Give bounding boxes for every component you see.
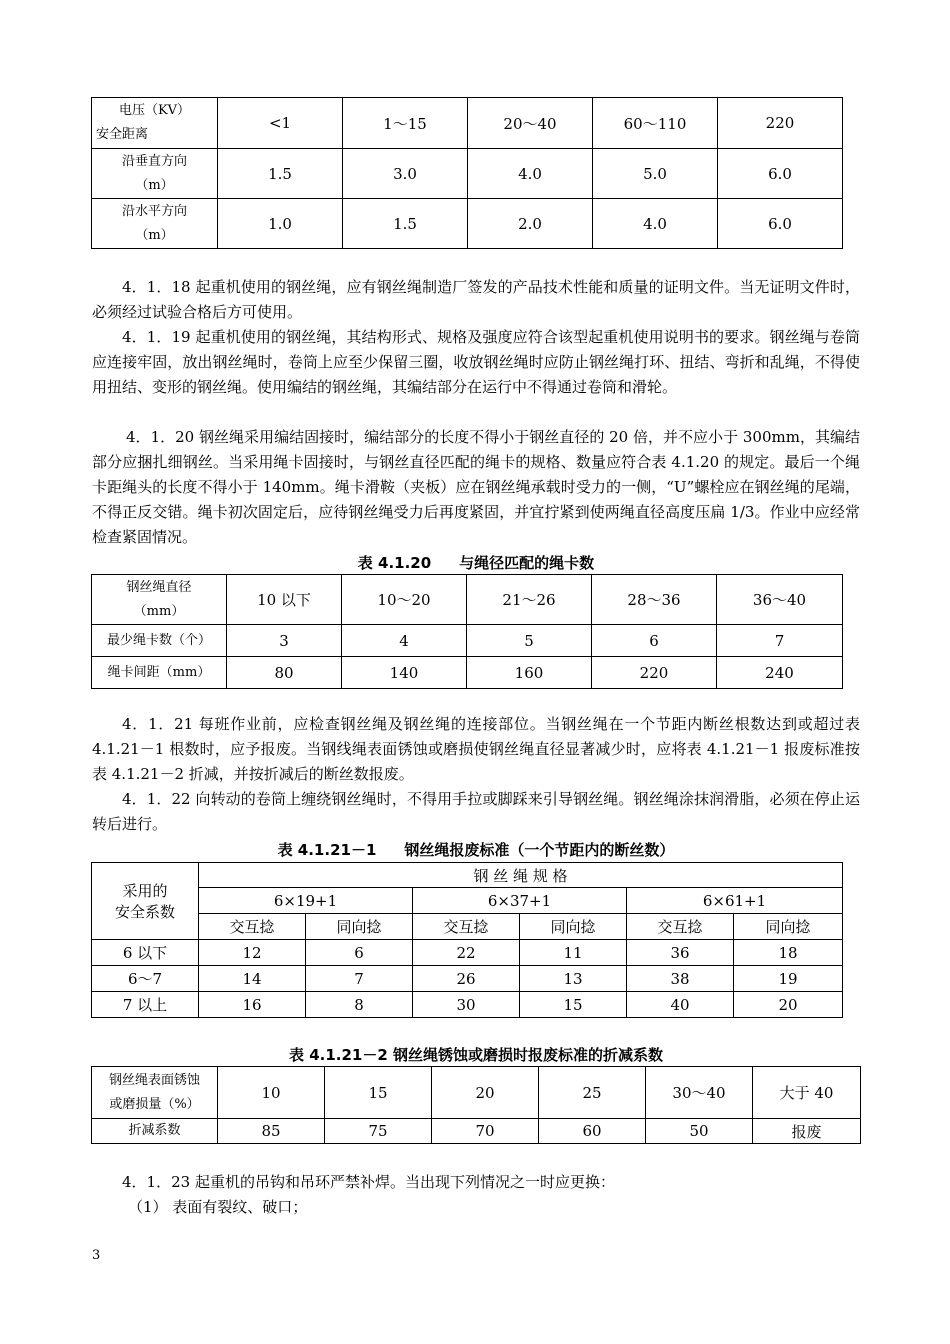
- table-cell: 6.0: [718, 199, 843, 249]
- table-cell: 220: [592, 657, 717, 689]
- table-caption-4-1-21-1: 表 4.1.21－1 钢丝绳报废标准（一个节距内的断丝数）: [277, 841, 675, 859]
- page-number: 3: [92, 1248, 101, 1263]
- table-row: [92, 149, 843, 199]
- table-cell: 11: [520, 940, 627, 966]
- sub-header: 交互捻: [199, 914, 306, 940]
- table-cell: 4.0: [468, 149, 593, 199]
- table-cell: 22: [413, 940, 520, 966]
- table-cell: 70: [432, 1119, 539, 1144]
- table-cell: 20: [734, 992, 843, 1018]
- row-label: 折减系数: [92, 1119, 218, 1144]
- header-cell: 25: [539, 1067, 646, 1119]
- table-cell: 40: [627, 992, 734, 1018]
- paragraph-4-1-23: 4．1．23 起重机的吊钩和吊环严禁补焊。当出现下列情况之一时应更换：: [122, 1173, 615, 1191]
- table-cell: 50: [646, 1119, 753, 1144]
- row-label: 最少绳卡数（个）: [92, 625, 227, 657]
- paragraph-4-1-21: 4．1．21 每班作业前，应检查钢丝绳及钢丝绳的连接部位。当钢丝绳在一个节距内断丝根数达到或超过表 4.1.21－1 根数时，应予报废。当钢线绳表面锈蚀或磨损使钢丝绳直径显著减少时，应将表 4.1.21－1 报废标准按表 4.1.21－2 折减，并按折减后的断丝数报废。: [92, 715, 860, 783]
- header-cell: 20: [432, 1067, 539, 1119]
- table-row: [92, 1119, 861, 1144]
- table-corner-cell: 钢丝绳表面锈蚀 或磨损量（%）: [92, 1067, 218, 1119]
- header-cell: 220: [718, 98, 843, 149]
- header-cell: <1: [218, 98, 343, 149]
- table-cell: 30: [413, 992, 520, 1018]
- table-cell: 36: [627, 940, 734, 966]
- table-cell: 18: [734, 940, 843, 966]
- row-label: 沿垂直方向 （m）: [92, 149, 218, 199]
- table-cell: 80: [227, 657, 342, 689]
- list-item: （1） 表面有裂纹、破口；: [128, 1198, 308, 1216]
- header-cell: 10～20: [342, 575, 467, 625]
- table-cell: 26: [413, 966, 520, 992]
- table-cell: 6: [592, 625, 717, 657]
- table-row: [92, 940, 843, 966]
- table-cell: 3.0: [343, 149, 468, 199]
- table-cell: 12: [199, 940, 306, 966]
- table-cell: 240: [717, 657, 843, 689]
- header-cell: 21～26: [467, 575, 592, 625]
- paragraph-4-1-18: 4．1．18 起重机使用的钢丝绳，应有钢丝绳制造厂签发的产品技术性能和质量的证明文件。当无证明文件时，必须经过试验合格后方可使用。: [92, 278, 860, 321]
- table-cell: 38: [627, 966, 734, 992]
- table-cell: 140: [342, 657, 467, 689]
- row-label: 沿水平方向 （m）: [92, 199, 218, 249]
- header-cell: 10: [218, 1067, 325, 1119]
- table-cell: 15: [520, 992, 627, 1018]
- header-cell: 30～40: [646, 1067, 753, 1119]
- spec-header: 钢 丝 绳 规 格: [199, 863, 843, 888]
- table-row: [92, 625, 843, 657]
- table-cell: 75: [325, 1119, 432, 1144]
- table-cell: 3: [227, 625, 342, 657]
- safety-distance-table: [91, 97, 843, 249]
- header-cell: 1～15: [343, 98, 468, 149]
- table-cell: 1.0: [218, 199, 343, 249]
- table-cell: 85: [218, 1119, 325, 1144]
- row-label: 绳卡间距（mm）: [92, 657, 227, 689]
- table-cell: 报废: [753, 1119, 861, 1144]
- table-cell: 14: [199, 966, 306, 992]
- table-cell: 4.0: [593, 199, 718, 249]
- table-corner-cell: 钢丝绳直径 （mm）: [92, 575, 227, 625]
- table-cell: 5: [467, 625, 592, 657]
- table-caption-4-1-21-2: 表 4.1.21－2 钢丝绳锈蚀或磨损时报废标准的折减系数: [288, 1046, 664, 1064]
- row-label: 6 以下: [92, 940, 199, 966]
- sub-header: 同向捻: [306, 914, 413, 940]
- table-row: [92, 657, 843, 689]
- table-cell: 4: [342, 625, 467, 657]
- header-cell: 20～40: [468, 98, 593, 149]
- table-cell: 160: [467, 657, 592, 689]
- group-header: 6×19+1: [199, 888, 413, 914]
- sub-header: 同向捻: [520, 914, 627, 940]
- corner-top: 电压（KV）: [118, 103, 191, 118]
- row-label: 6～7: [92, 966, 199, 992]
- table-row: [92, 966, 843, 992]
- table-cell: 7: [717, 625, 843, 657]
- corner-bottom: 安全距离: [96, 127, 149, 142]
- sub-header: 交互捻: [413, 914, 520, 940]
- group-header: 6×61+1: [627, 888, 843, 914]
- group-header: 6×37+1: [413, 888, 627, 914]
- table-cell: 5.0: [593, 149, 718, 199]
- table-cell: 6: [306, 940, 413, 966]
- reduction-factor-table: [91, 1066, 861, 1144]
- table-cell: 7: [306, 966, 413, 992]
- header-cell: 36～40: [717, 575, 843, 625]
- paragraph-4-1-19: 4．1．19 起重机使用的钢丝绳，其结构形式、规格及强度应符合该型起重机使用说明书的要求。钢丝绳与卷筒应连接牢固，放出钢丝绳时，卷筒上应至少保留三圈，收放钢丝绳时应防止钢丝绳打环、扭结、弯折和乱绳，不得使用扭结、变形的钢丝绳。使用编结的钢丝绳，其编结部分在运行中不得通过卷筒和滑轮。: [92, 328, 860, 396]
- table-cell: 1.5: [218, 149, 343, 199]
- header-cell: 10 以下: [227, 575, 342, 625]
- sub-header: 交互捻: [627, 914, 734, 940]
- header-cell: 60～110: [593, 98, 718, 149]
- table-row: [92, 199, 843, 249]
- table-corner-cell: [92, 98, 218, 149]
- table-cell: 6.0: [718, 149, 843, 199]
- table-cell: 1.5: [343, 199, 468, 249]
- table-cell: 2.0: [468, 199, 593, 249]
- paragraph-4-1-20: 4．1．20 钢丝绳采用编结固接时，编结部分的长度不得小于钢丝直径的 20 倍，并不应小于 300mm，其编结部分应捆扎细钢丝。当采用绳卡固接时，与钢丝直径匹配的绳卡的规格、数量应符合表 4.1.20 的规定。最后一个绳卡距绳头的长度不得小于 140mm。绳卡滑鞍（夹板）应在钢丝绳承载时受力的一侧，“U”螺栓应在钢丝绳的尾端，不得正反交错。绳卡初次固定后，应待钢丝绳受力后再度紧固，并宜拧紧到使两绳直径高度压扁 1/3。作业中应经常检查紧固情况。: [92, 428, 860, 546]
- table-cell: 8: [306, 992, 413, 1018]
- rope-scrap-table: [91, 862, 843, 1018]
- header-cell: 大于 40: [753, 1067, 861, 1119]
- paragraph-4-1-22: 4．1．22 向转动的卷筒上缠绕钢丝绳时，不得用手拉或脚踩来引导钢丝绳。钢丝绳涂抹润滑脂，必须在停止运转后进行。: [92, 790, 860, 833]
- header-cell: 15: [325, 1067, 432, 1119]
- sub-header: 同向捻: [734, 914, 843, 940]
- row-label: 7 以上: [92, 992, 199, 1018]
- table-row: [92, 992, 843, 1018]
- table-cell: 16: [199, 992, 306, 1018]
- header-cell: 28～36: [592, 575, 717, 625]
- rope-clip-table: [91, 574, 843, 689]
- table-cell: 13: [520, 966, 627, 992]
- table-cell: 60: [539, 1119, 646, 1144]
- table-cell: 19: [734, 966, 843, 992]
- table-corner-cell: 采用的 安全系数: [92, 863, 199, 940]
- table-caption-4-1-20: 表 4.1.20 与绳径匹配的绳卡数: [357, 554, 595, 572]
